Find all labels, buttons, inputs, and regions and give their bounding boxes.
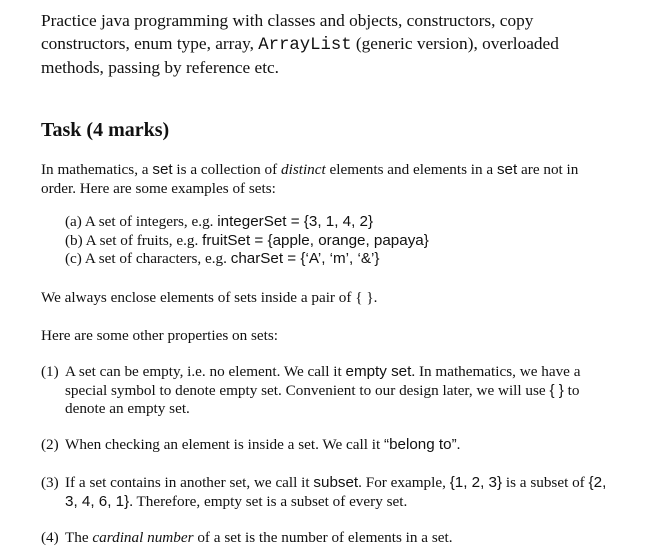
property-text: When checking an element is inside a set. We call it “belong to”.: [65, 436, 461, 453]
set-literal: {2, 3, 4, 6, 1}: [65, 474, 607, 510]
definition-text-1: In mathematics, a: [41, 161, 149, 178]
example-label: (a) A set of integers, e.g.: [65, 213, 214, 230]
example-label: (c) A set of characters, e.g.: [65, 250, 227, 268]
task-heading: Task (4 marks): [41, 119, 170, 141]
subset-term: subset: [313, 474, 359, 491]
property-item-4: [41, 529, 607, 548]
intro-text-2: (generic version), overloaded methods, passing by reference etc.: [41, 33, 559, 77]
definition-text-2: is a collection of: [176, 161, 278, 178]
example-value: integerSet = {3, 1, 4, 2}: [217, 213, 374, 230]
definition-text-4: are not in order. Here are some examples of sets:: [41, 161, 579, 197]
property-text: A set can be empty, i.e. no element. We call it empty set. In mathematics, we have a special symbol to denote empty set. Convenient to our design later, we will use { } to denote an empty set.: [65, 363, 581, 417]
property-item-1: [41, 363, 607, 419]
belong-to-term: “belong to”: [384, 436, 457, 453]
empty-braces: { }: [549, 381, 564, 399]
document-page: [41, 10, 621, 546]
distinct-term: distinct: [281, 161, 326, 178]
set-examples-list: [65, 213, 429, 269]
set-literal: {1, 2, 3}: [449, 474, 503, 491]
empty-set-term: empty set: [345, 363, 412, 380]
property-number: (4): [41, 529, 59, 546]
cardinal-number-term: cardinal number: [92, 529, 194, 546]
property-text: The cardinal number of a set is the number of elements in a set.: [65, 529, 453, 546]
list-item: [65, 250, 429, 269]
example-value: fruitSet = {apple, orange, papaya}: [202, 231, 429, 249]
set-term: set: [496, 161, 518, 178]
property-number: (1): [41, 363, 59, 380]
definition-text-3: elements and elements in a: [329, 161, 494, 178]
property-item-2: [41, 436, 607, 455]
property-text: If a set contains in another set, we call it subset. For example, {1, 2, 3} is a subset of {2, 3, 4, 6, 1}. Therefore, empty set is a subset of every set.: [65, 474, 607, 510]
enclose-paragraph: We always enclose elements of sets inside a pair of { }.: [41, 289, 378, 306]
example-value: charSet = {‘A’, ‘m’, ‘&’}: [230, 250, 380, 268]
property-number: (2): [41, 436, 59, 453]
intro-paragraph: [41, 10, 613, 80]
property-item-3: [41, 474, 607, 511]
set-term: set: [152, 161, 173, 178]
example-label: (b) A set of fruits, e.g.: [65, 231, 199, 249]
list-item: [65, 213, 429, 232]
property-number: (3): [41, 474, 59, 491]
set-definition-paragraph: [41, 161, 616, 198]
list-item: [65, 232, 429, 251]
arraylist-code: ArrayList: [258, 35, 352, 55]
properties-intro: Here are some other properties on sets:: [41, 327, 279, 344]
intro-text-1: Practice java programming with classes and objects, constructors, copy constructors, enum type, array,: [41, 11, 534, 53]
